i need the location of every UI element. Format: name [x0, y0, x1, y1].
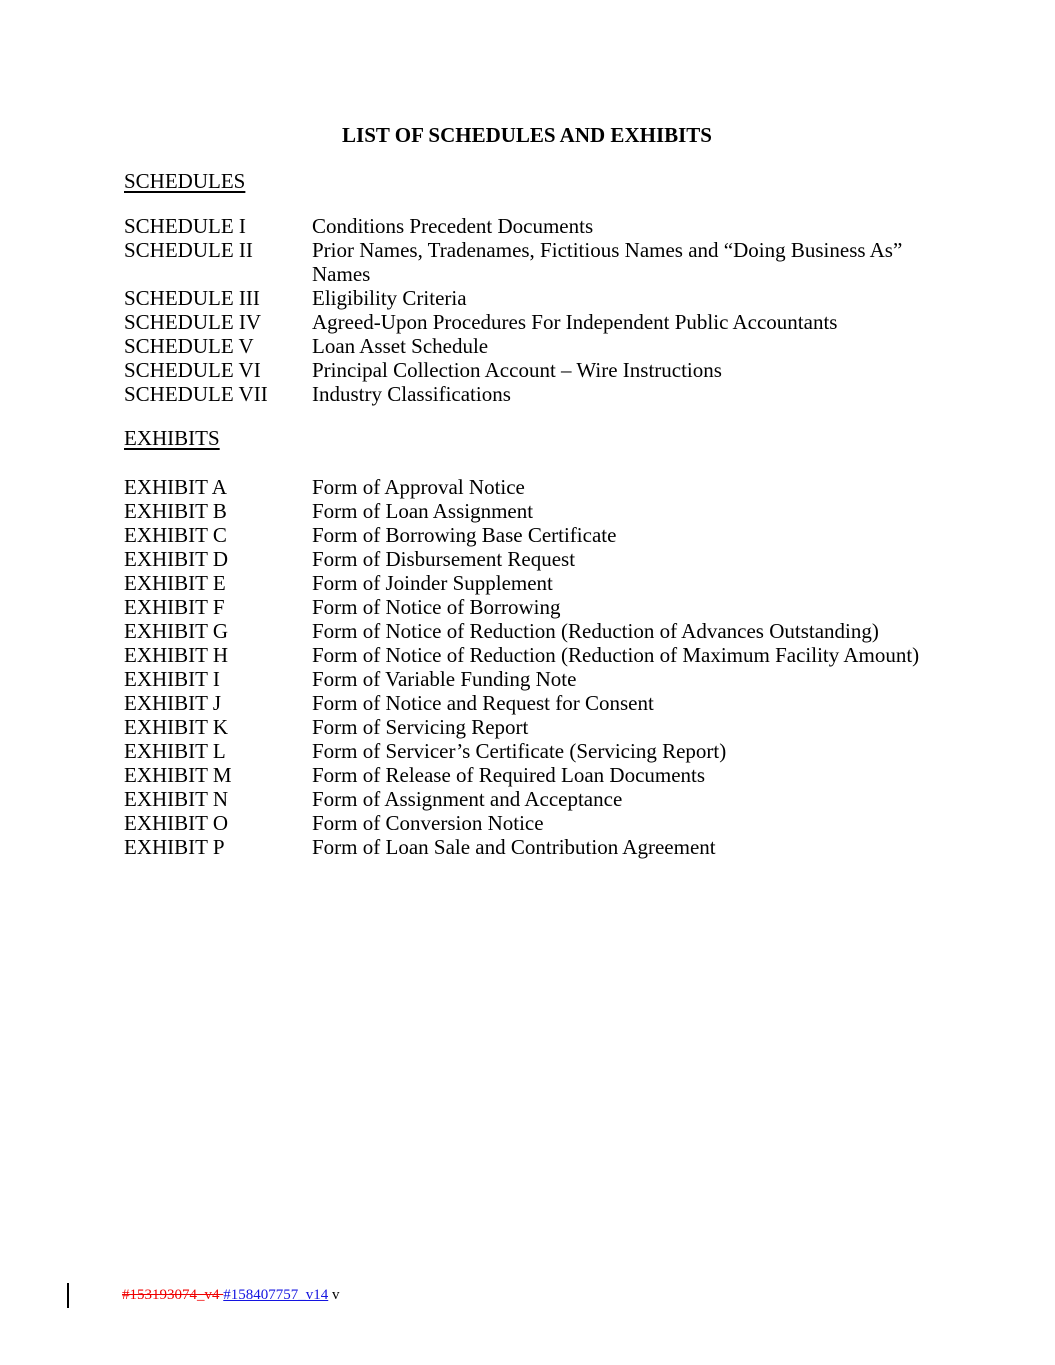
revision-change-bar	[67, 1283, 69, 1308]
deleted-document-id: #153193074_v4	[122, 1287, 224, 1303]
exhibit-row	[124, 835, 930, 859]
schedule-label: SCHEDULE VII	[124, 382, 268, 406]
exhibits-heading-label: EXHIBITS	[124, 426, 220, 450]
exhibit-description: Form of Disbursement Request	[312, 547, 576, 571]
exhibit-row	[124, 739, 930, 763]
exhibit-description: Form of Assignment and Acceptance	[312, 787, 623, 811]
exhibit-row	[124, 811, 930, 835]
exhibit-row	[124, 787, 930, 811]
exhibit-label: EXHIBIT B	[124, 499, 227, 523]
exhibit-label: EXHIBIT P	[124, 835, 225, 859]
schedule-description: Principal Collection Account – Wire Instructions	[312, 358, 722, 382]
exhibit-description: Form of Notice and Request for Consent	[312, 691, 654, 715]
exhibit-row	[124, 547, 930, 571]
schedule-label: SCHEDULE IV	[124, 310, 262, 334]
schedule-description: Conditions Precedent Documents	[312, 214, 594, 238]
exhibit-description: Form of Variable Funding Note	[312, 667, 577, 691]
schedule-row	[124, 286, 930, 310]
schedule-description: Prior Names, Tradenames, Fictitious Names and “Doing Business As” Names	[312, 238, 903, 286]
exhibit-description: Form of Borrowing Base Certificate	[312, 523, 617, 547]
exhibit-label: EXHIBIT D	[124, 547, 229, 571]
exhibit-row	[124, 571, 930, 595]
schedule-label: SCHEDULE I	[124, 214, 246, 238]
exhibit-row	[124, 643, 930, 667]
exhibit-label: EXHIBIT F	[124, 595, 225, 619]
exhibit-label: EXHIBIT K	[124, 715, 229, 739]
exhibit-label: EXHIBIT L	[124, 739, 226, 763]
schedule-row	[124, 358, 930, 382]
schedule-description: Loan Asset Schedule	[312, 334, 489, 358]
schedule-row	[124, 334, 930, 358]
exhibit-description: Form of Notice of Reduction (Reduction of Advances Outstanding)	[312, 619, 879, 643]
exhibit-label: EXHIBIT I	[124, 667, 220, 691]
schedule-label: SCHEDULE II	[124, 238, 253, 262]
exhibit-description: Form of Loan Sale and Contribution Agreement	[312, 835, 716, 859]
exhibit-description: Form of Notice of Reduction (Reduction of Maximum Facility Amount)	[312, 643, 920, 667]
exhibit-description: Form of Conversion Notice	[312, 811, 544, 835]
schedule-row	[124, 310, 930, 334]
exhibits-section-heading	[124, 426, 930, 450]
exhibit-label: EXHIBIT H	[124, 643, 229, 667]
exhibit-label: EXHIBIT J	[124, 691, 222, 715]
exhibit-description: Form of Joinder Supplement	[312, 571, 553, 595]
schedule-row	[124, 238, 930, 286]
schedule-description: Industry Classifications	[312, 382, 511, 406]
schedule-description: Agreed-Upon Procedures For Independent Public Accountants	[312, 310, 838, 334]
exhibit-label: EXHIBIT G	[124, 619, 229, 643]
footer-suffix: v	[328, 1287, 340, 1303]
exhibit-row	[124, 619, 930, 643]
schedule-label: SCHEDULE VI	[124, 358, 261, 382]
exhibit-row	[124, 499, 930, 523]
schedule-description: Eligibility Criteria	[312, 286, 467, 310]
exhibit-label: EXHIBIT E	[124, 571, 226, 595]
exhibit-row	[124, 691, 930, 715]
schedule-row	[124, 382, 930, 406]
exhibit-description: Form of Servicing Report	[312, 715, 529, 739]
schedules-heading-label: SCHEDULES	[124, 169, 246, 193]
exhibit-row	[124, 715, 930, 739]
exhibit-description: Form of Release of Required Loan Documents	[312, 763, 706, 787]
exhibit-row	[124, 523, 930, 547]
exhibit-label: EXHIBIT M	[124, 763, 232, 787]
document-id-footer	[122, 1285, 340, 1305]
inserted-document-id: #158407757_v14	[223, 1287, 329, 1303]
exhibit-label: EXHIBIT A	[124, 475, 227, 499]
exhibit-label: EXHIBIT N	[124, 787, 229, 811]
exhibit-label: EXHIBIT C	[124, 523, 227, 547]
schedule-label: SCHEDULE III	[124, 286, 260, 310]
exhibit-row	[124, 763, 930, 787]
exhibit-description: Form of Loan Assignment	[312, 499, 534, 523]
schedules-section-heading	[124, 169, 930, 193]
exhibit-description: Form of Approval Notice	[312, 475, 525, 499]
exhibit-row	[124, 595, 930, 619]
schedule-row	[124, 214, 930, 238]
exhibit-row	[124, 475, 930, 499]
page-title: LIST OF SCHEDULES AND EXHIBITS	[342, 123, 712, 147]
exhibit-label: EXHIBIT O	[124, 811, 229, 835]
exhibit-description: Form of Servicer’s Certificate (Servicing Report)	[312, 739, 727, 763]
schedule-label: SCHEDULE V	[124, 334, 254, 358]
exhibit-row	[124, 667, 930, 691]
exhibit-description: Form of Notice of Borrowing	[312, 595, 561, 619]
